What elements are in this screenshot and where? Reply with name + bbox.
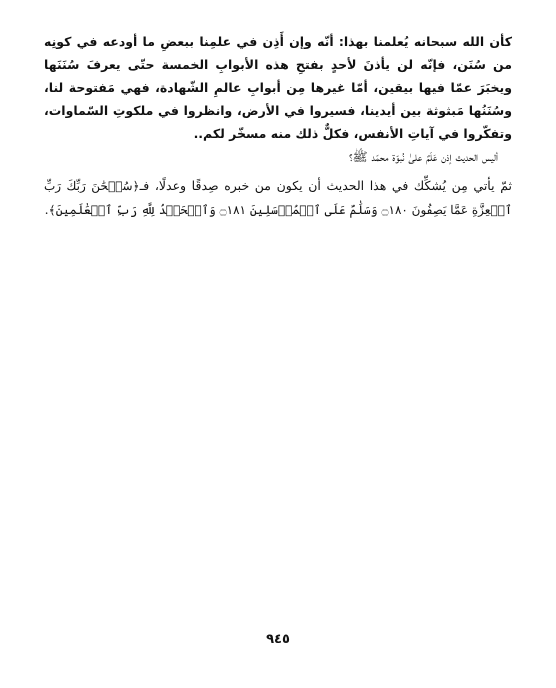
closing-lead: ثمّ يأتي مِن يُشكِّك في هذا الحديث أن يكون من خبره صِدقًا وعدلًا، bbox=[154, 178, 512, 193]
verse-prefix: فـ bbox=[139, 178, 150, 193]
question-line: أليس الحديث إذن عَلَمٌ علىٰ نُبوّة محمّد ﷺ؟ bbox=[349, 149, 498, 164]
closing-paragraph bbox=[44, 174, 512, 222]
body-text bbox=[44, 30, 512, 222]
page-number: ٩٤٥ bbox=[266, 632, 290, 647]
closing-end: . bbox=[44, 202, 49, 217]
quran-verse: ﴿سُبۡحَٰنَ رَبِّكَ رَبِّ ٱلۡعِزَّةِ عَمَّا يَصِفُونَ ۝١٨٠ وَسَلَٰمٌ عَلَى ٱلۡمُرۡسَلِينَ ۝١٨١ وَٱلۡحَمۡدُ لِلَّهِ رَبِّ ٱلۡعَٰلَمِينَ﴾ bbox=[44, 179, 512, 217]
main-paragraph: كأن الله سبحانه يُعلمنا بهذا: أنّه وإن أَذِن في علمِنا ببعضِ ما أودعه في كونِه من سُنَن، فإنّه لن يأذنَ لأحدٍ بفتحِ هذه الأبوابِ الخمسة حتّى يعرفَ سُنَنَها ويخبَرَ عمّا فيها بيقين، أمّا غيرها مِن أبوابِ عالمِ الشّهادة، فهي مَفتوحة لنا، وسُنَنُها مَبثوثة بين أيدينا، فسيروا في الأرض، وانظروا في ملكوتِ السّماوات، وتفكّروا في آياتِ الأنفس، فكلٌّ ذلك منه مسخّر لكم.. bbox=[44, 34, 512, 141]
